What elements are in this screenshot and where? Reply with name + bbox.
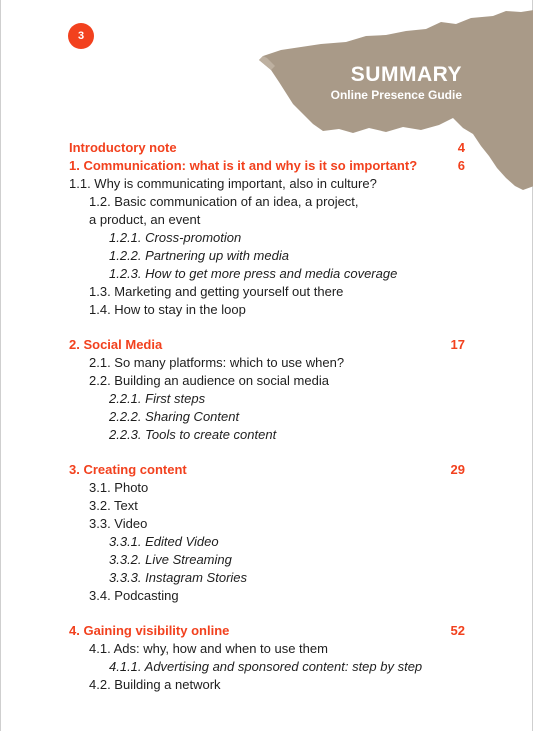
toc-item[interactable]: 2.2. Building an audience on social media [89,373,329,388]
page-title: SUMMARY [350,63,462,86]
toc-subitem[interactable]: 2.2.3. Tools to create content [109,427,277,442]
toc-subitem[interactable]: 2.2.1. First steps [109,391,206,406]
toc-item[interactable]: 3.3. Video [89,516,148,531]
toc-intro-label: Introductory note [69,140,177,155]
toc-subitem[interactable]: 1.2.1. Cross-promotion [109,230,242,245]
toc-section-3-page: 29 [450,462,465,477]
toc-item[interactable]: 1.4. How to stay in the loop [89,302,246,317]
toc-subitem[interactable]: 1.2.3. How to get more press and media coverage [109,266,398,281]
toc-subitem[interactable]: 3.3.2. Live Streaming [109,552,232,567]
toc-section-1[interactable] [69,157,465,175]
toc-item[interactable]: 3.1. Photo [89,480,149,495]
toc-section-3[interactable] [69,461,465,479]
toc-item-continuation[interactable]: a product, an event [89,212,201,227]
table-of-contents [69,139,465,694]
toc-intro-page: 4 [457,140,465,155]
toc-subitem[interactable]: 1.2.2. Partnering up with media [109,248,289,263]
toc-item[interactable]: 1.2. Basic communication of an idea, a project, [89,194,359,209]
toc-subitem[interactable]: 4.1.1. Advertising and sponsored content: step by step [109,659,423,674]
toc-item[interactable]: 1.3. Marketing and getting yourself out there [89,284,344,299]
toc-item[interactable]: 3.2. Text [89,498,138,513]
section-gap [69,444,465,461]
toc-item[interactable]: 4.2. Building a network [89,677,221,692]
toc-subitem[interactable]: 2.2.2. Sharing Content [109,409,240,424]
toc-subitem[interactable]: 3.3.3. Instagram Stories [109,570,248,585]
toc-section-1-page: 6 [457,158,465,173]
toc-section-3-label: 3. Creating content [69,462,187,477]
toc-section-4[interactable] [69,622,465,640]
toc-section-4-label: 4. Gaining visibility online [69,623,230,638]
page-subtitle: Online Presence Gudie [330,88,462,102]
section-gap [69,605,465,622]
section-gap [69,319,465,336]
toc-item[interactable]: 1.1. Why is communicating important, also in culture? [69,176,377,191]
toc-item[interactable]: 3.4. Podcasting [89,588,179,603]
toc-section-2-label: 2. Social Media [69,337,163,352]
toc-section-1-label: 1. Communication: what is it and why is it so important? [69,158,418,173]
page-number-badge: 3 [68,23,94,49]
toc-section-2[interactable] [69,336,465,354]
toc-subitem[interactable]: 3.3.1. Edited Video [109,534,219,549]
title-block [331,62,462,102]
toc-section-2-page: 17 [450,337,465,352]
toc-section-4-page: 52 [450,623,465,638]
toc-item[interactable]: 2.1. So many platforms: which to use when? [89,355,345,370]
toc-intro[interactable] [69,139,465,157]
toc-item[interactable]: 4.1. Ads: why, how and when to use them [89,641,328,656]
